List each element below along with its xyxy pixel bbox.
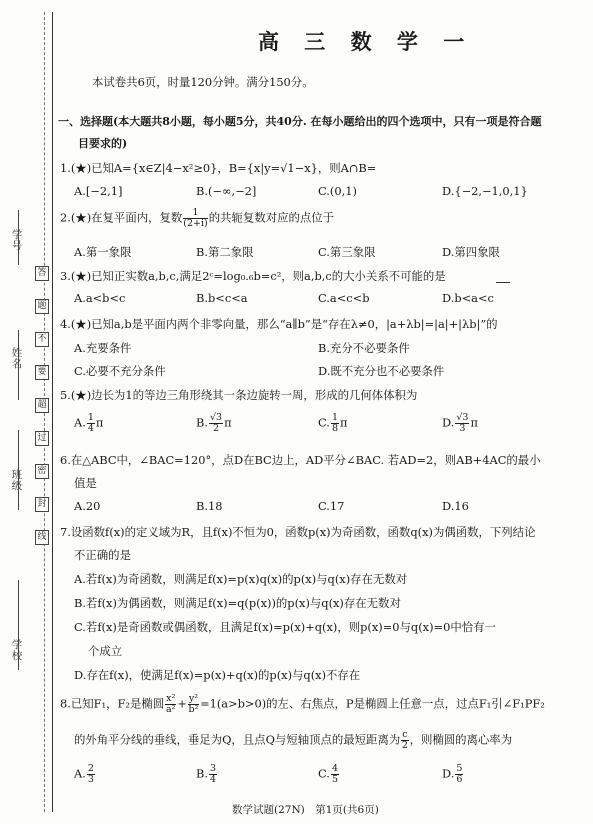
option-d: D.16: [442, 499, 469, 513]
binding-solid-line: [52, 12, 53, 812]
option-c: C.17: [318, 499, 345, 513]
warn-char: 题: [35, 299, 49, 314]
option-d: D.第四象限: [442, 245, 500, 259]
warn-char: 密: [35, 464, 49, 479]
section-heading: 一、选择题(本大题共8小题，每小题5分，共40分. 在每小题给出的四个选项中，只有一项是符合题: [58, 115, 542, 128]
question-stem-cont: 值是: [74, 476, 97, 490]
option-a: A.第一象限: [74, 245, 132, 259]
question-stem: 7.设函数f(x)的定义域为R，且f(x)不恒为0，函数p(x)为奇函数，函数q(x)为偶函数，下列结论: [60, 525, 536, 539]
option-c: C. $\frac{4}{5}$: [318, 763, 338, 785]
fraction: $\frac{1}{(2+i)}$: [183, 207, 208, 229]
question-stem: 8.已知F₁，F₂是椭圆 $\frac{\text{x²}}{\text{a²}}$ + $\frac{\text{y²}}{\text{b²}}$ =1(a>b>0)的左、右焦点，P是椭圆上任意一点，过点F₁引∠F₁PF₂: [60, 693, 545, 715]
page-title: 高 三 数 学 一: [258, 29, 474, 54]
answer-blank: [496, 282, 510, 283]
warn-char: 线: [35, 530, 49, 545]
option-c: C. $\frac{1}{8}$ π: [318, 412, 348, 434]
option-d: D. $\frac{√3}{3}$ π: [442, 412, 478, 434]
warn-char: 过: [35, 431, 49, 446]
student-id-label: 学号: [11, 229, 23, 252]
option-d: D.存在f(x)，使满足f(x)=p(x)+q(x)的p(x)与q(x)不存在: [74, 668, 361, 682]
page-footer: 数学试题(27N) 第1页(共6页): [232, 804, 379, 816]
option-b: B. $\frac{√3}{2}$ π: [196, 412, 232, 434]
option-c: C.必要不充分条件: [74, 364, 166, 378]
option-a: A. $\frac{2}{3}$: [74, 763, 94, 785]
warn-char: 答: [35, 266, 49, 281]
option-b: B.(−∞,−2]: [196, 184, 257, 198]
warn-char: 封: [35, 497, 49, 512]
option-b: B.若f(x)为偶函数，则满足f(x)=q(p(x))的p(x)与q(x)存在无数对: [74, 596, 401, 610]
option-a: A. $\frac{1}{4}$ π: [74, 412, 104, 434]
option-a: A.若f(x)为奇函数，则满足f(x)=p(x)q(x)的p(x)与q(x)存在无数对: [74, 572, 408, 586]
option-a: A.20: [74, 499, 101, 513]
option-d: D.b<a<c: [442, 291, 494, 305]
option-d: D.既不充分也不必要条件: [318, 364, 445, 378]
question-stem: 1.(★)已知A={x∈Z|4−x²≥0}，B={x|y=√1−x}，则A∩B=: [60, 161, 377, 175]
option-c: C.第三象限: [318, 245, 376, 259]
warn-char: 不: [35, 332, 49, 347]
option-a: A.充要条件: [74, 341, 132, 355]
option-b: B.第二象限: [196, 245, 254, 259]
option-d: D. $\frac{5}{6}$: [442, 763, 463, 785]
question-stem: 2.(★)在复平面内，复数 $\frac{1}{(2+i)}$ 的共轭复数对应的点位于: [60, 207, 335, 229]
warn-char: 要: [35, 365, 49, 380]
question-stem: 6.在△ABC中，∠BAC=120°，点D在BC边上，AD平分∠BAC. 若AD=2，则AB+4AC的最小: [60, 453, 541, 467]
option-b: B. $\frac{3}{4}$: [196, 763, 217, 785]
option-b: B.充分不必要条件: [318, 341, 410, 355]
option-b: B.b<c<a: [196, 291, 248, 305]
option-a: A.a<b<c: [74, 291, 126, 305]
question-stem-cont: 不正确的是: [74, 548, 131, 562]
exam-intro: 本试卷共6页，时量120分钟。满分150分。: [92, 75, 314, 89]
option-c-cont: 个成立: [88, 644, 123, 658]
question-stem: 3.(★)已知正实数a,b,c,满足2ᶜ=log₀.₆b=c²，则a,b,c的大小关系不可能的是: [60, 269, 446, 283]
option-c: C.a<c<b: [318, 291, 370, 305]
section-heading-cont: 目要求的): [78, 137, 128, 150]
warn-char: 超: [35, 398, 49, 413]
option-d: D.{−2,−1,0,1}: [442, 184, 528, 198]
question-stem: 4.(★)已知a,b是平面内两个非零向量，那么“a∥b”是“存在λ≠0，|a+λb|=|a|+|λb|”的: [60, 317, 498, 331]
option-a: A.[−2,1]: [74, 184, 123, 198]
name-label: 姓名: [11, 347, 23, 370]
school-label: 学校: [11, 639, 23, 662]
option-c: C.若f(x)是奇函数或偶函数，且满足f(x)=p(x)+q(x)，则p(x)=0与q(x)=0中恰有一: [74, 620, 496, 634]
question-stem-cont: 的外角平分线的垂线，垂足为Q，且点Q与短轴顶点的最短距离为 $\frac{c}{2}$ ，则椭圆的离心率为: [74, 729, 513, 751]
class-label: 班级: [11, 469, 23, 492]
option-c: C.(0,1): [318, 184, 357, 198]
question-stem: 5.(★)边长为1的等边三角形绕其一条边旋转一周，形成的几何体体积为: [60, 388, 418, 402]
option-b: B.18: [196, 499, 223, 513]
